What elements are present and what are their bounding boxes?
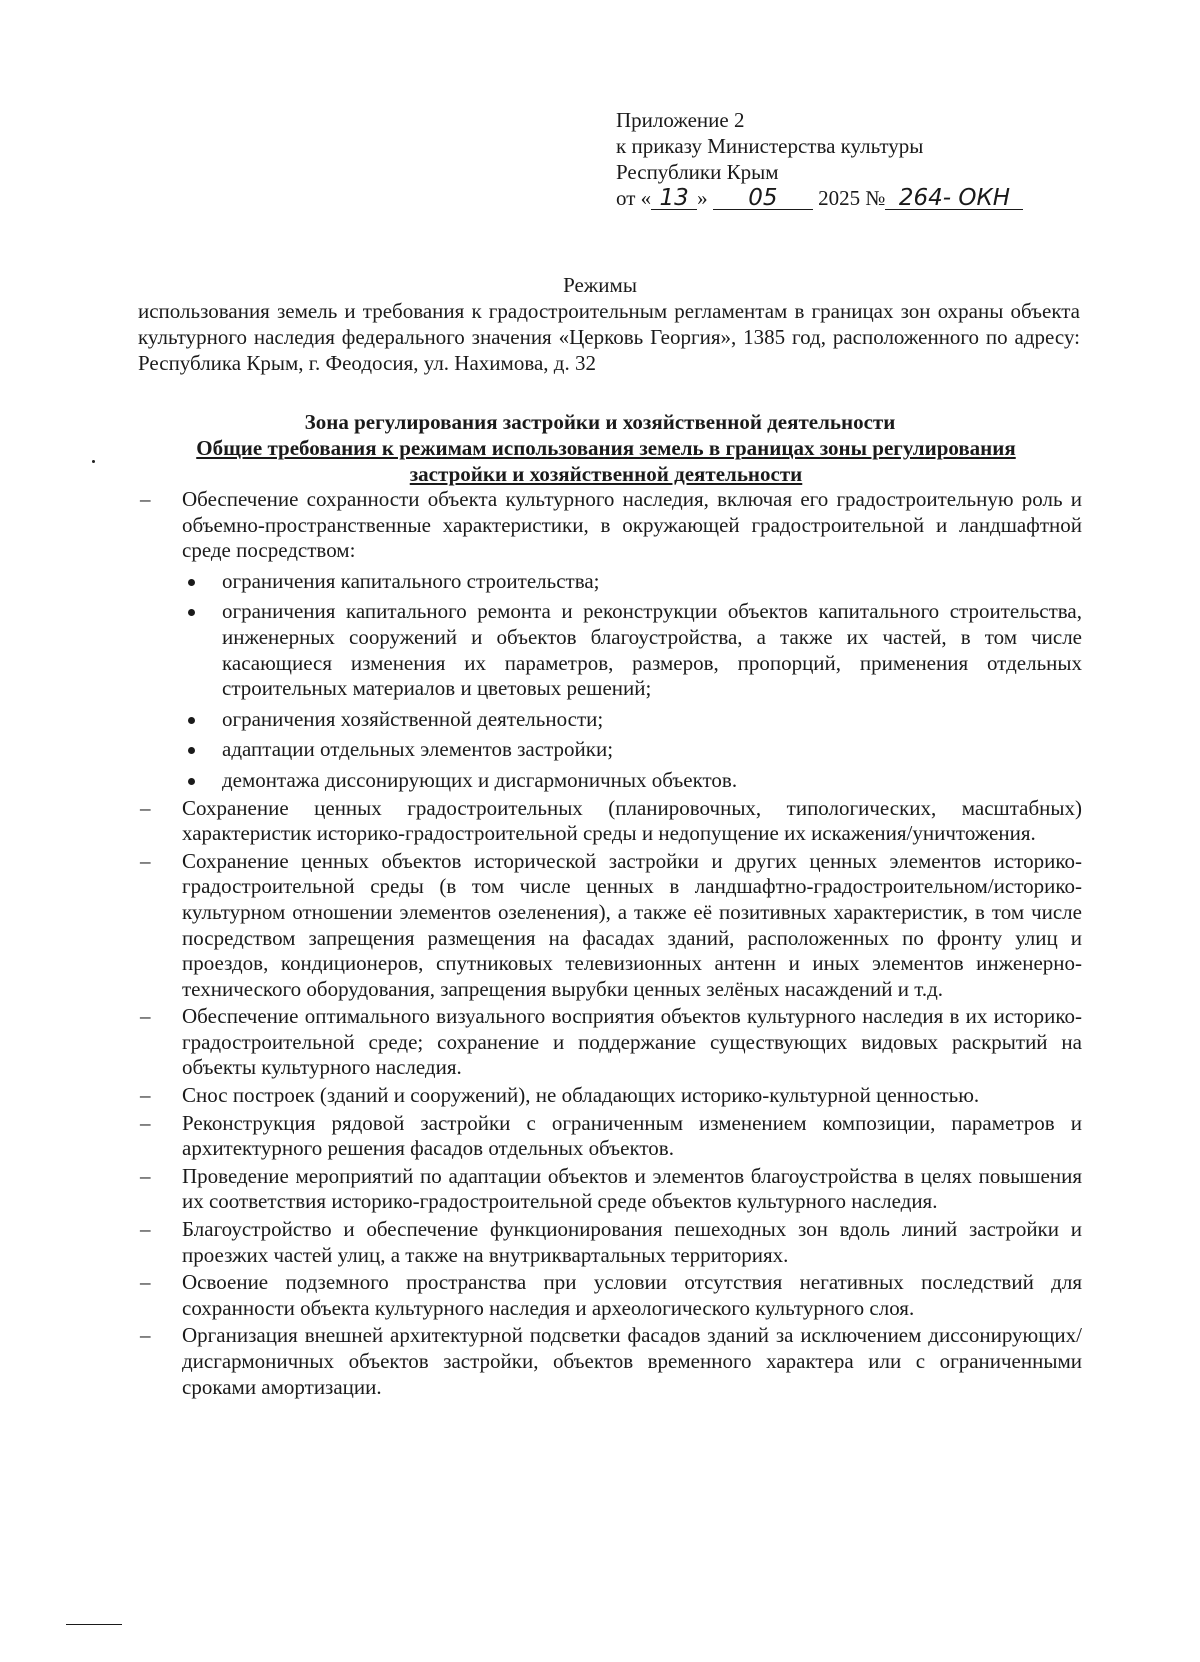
list-item: – Реконструкция рядовой застройки с ограниченным изменением композиции, параметров и архитектурного решения фасадов отдельных объектов. [140,1111,1082,1162]
document-intro: использования земель и требования к градостроительным регламентам в границах зон охраны объекта культурного наследия федерального значения «Церковь Георгия», 1385 год, расположенного по адресу: Республика Крым, г. Феодосия, ул. Нахимова, д. 32 [138,299,1080,375]
list-item: – Сохранение ценных объектов исторической застройки и других ценных элементов историко-градостроительной среды (в том числе ценных в ландшафтно-градостроительном/историко-культурном отношении элементов озеленения), а также её позитивных характеристик, в том числе посредством запрещения размещения на фасадах зданий, расположенных по фронту улиц и проездов, кондиционеров, спутниковых телевизионных антенн и иных элементов инженерно-технического оборудования, запрещения вырубки ценных зелёных насаждений и т.д. [140,849,1082,1003]
order-number-handwritten: 264- ОКН [898,185,1011,211]
footnote-divider [66,1624,122,1625]
appendix-republic: Республики Крым [616,160,779,184]
list-item: – Организация внешней архитектурной подсветки фасадов зданий за исключением диссонирующих/дисгармоничных объектов застройки, объектов временного характера или с ограниченными сроками амортизации. [140,1323,1082,1400]
list-item: – Сохранение ценных градостроительных (планировочных, типологических, масштабных) характеристик историко-градостроительной среды и недопущение их искажения/уничтожения. [140,796,1082,847]
sub-list-item: демонтажа диссонирующих и дисгармоничных объектов. [182,768,1082,794]
appendix-order-ref: к приказу Министерства культуры [616,134,924,158]
section-heading: Зона регулирования застройки и хозяйственной деятельности [304,410,896,434]
date-day-field [651,187,697,210]
appendix-date-line [616,185,1023,211]
date-month-handwritten: 05 [748,185,778,211]
date-day-close: » [697,186,708,210]
date-month-field [713,187,813,210]
appendix-number: Приложение 2 [616,108,745,132]
list-item: – Снос построек (зданий и сооружений), не обладающих историко-культурной ценностью. [140,1083,1082,1109]
sub-list-item: адаптации отдельных элементов застройки; [182,737,1082,763]
date-day-handwritten: 13 [659,185,689,211]
list-item: – Освоение подземного пространства при условии отсутствия негативных последствий для сохранности объекта культурного наследия и археологического культурного слоя. [140,1270,1082,1321]
appendix-header [616,107,1023,211]
list-item-text: Обеспечение сохранности объекта культурного наследия, включая его градостроительную роль и объемно-пространственные характеристики, в окружающей градостроительной и ландшафтной среде посредством: [182,487,1082,563]
date-year: 2025 № [818,186,886,210]
document-title: Режимы [563,273,637,297]
order-number-field [885,187,1023,210]
sub-list-item: ограничения капитального ремонта и реконструкции объектов капитального строительства, инженерных сооружений и объектов благоустройства, а также их частей, в том числе касающиеся изменения их параметров, размеров, пропорций, применения отдельных строительных материалов и цветовых решений; [182,599,1082,701]
scan-speck [92,460,95,463]
sub-list-item: ограничения капитального строительства; [182,569,1082,595]
date-prefix: от « [616,186,652,210]
list-item [140,487,1082,794]
sub-list-item: ограничения хозяйственной деятельности; [182,707,1082,733]
list-item: – Благоустройство и обеспечение функционирования пешеходных зон вдоль линий застройки и проезжих частей улиц, а также на внутриквартальных территориях. [140,1217,1082,1268]
requirements-list [140,487,1082,1402]
sub-list [182,569,1082,794]
list-item: – Проведение мероприятий по адаптации объектов и элементов благоустройства в целях повышения их соответствия историко-градостроительной среде объектов культурного наследия. [140,1164,1082,1215]
section-subheading: Общие требования к режимам использования земель в границах зоны регулирования застройки и хозяйственной деятельности [196,436,1016,486]
list-item: – Обеспечение оптимального визуального восприятия объектов культурного наследия в их историко-градостроительной среде; сохранение и поддержание существующих видовых раскрытий на объекты культурного наследия. [140,1004,1082,1081]
